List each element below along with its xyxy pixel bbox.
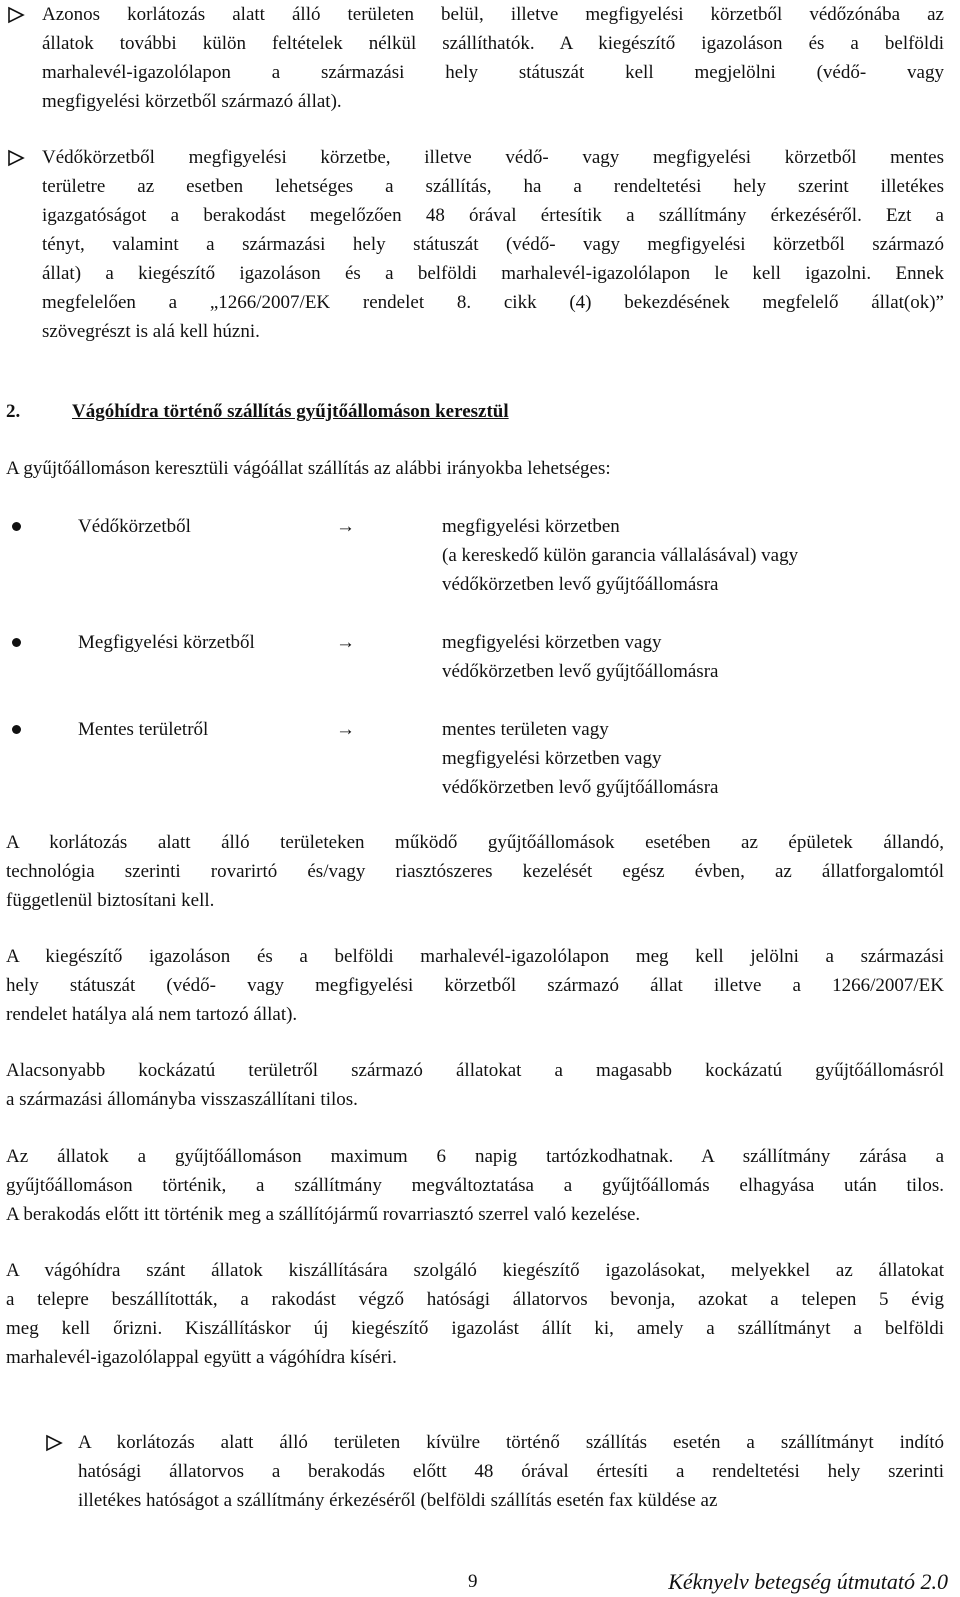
text-line: mentes területen vagy xyxy=(442,719,609,740)
text-line: A vágóhídra szánt állatok kiszállítására szolgáló kiegészítő igazolásokat, melyekkel az állatokat xyxy=(6,1260,944,1281)
section-number: 2. xyxy=(6,401,21,422)
text-line: hely státuszát (védő- vagy megfigyelési körzetből származó állat illetve a 1266/2007/EK xyxy=(6,975,944,996)
text-line: A kiegészítő igazoláson és a belföldi marhalevél-igazolólapon meg kell jelölni a származási xyxy=(6,946,944,967)
text-line: területre az esetben lehetséges a szállítás, ha a rendeltetési hely szerint illetékes xyxy=(42,176,944,197)
right-arrow-icon: → xyxy=(336,516,355,537)
text-line: Az állatok a gyűjtőállomáson maximum 6 napig tartózkodhatnak. A szállítmány zárása a xyxy=(6,1146,944,1167)
text-line: a származási állományba visszaszállítani tilos. xyxy=(6,1089,358,1110)
text-line: A korlátozás alatt álló területen kívülre történő szállítás esetén a szállítmányt indító xyxy=(78,1432,944,1453)
text-line: meg kell őrizni. Kiszállításkor új kiegészítő igazolást állít ki, amely a szállítmányt a belföldi xyxy=(6,1318,944,1339)
text-line: állat) a kiegészítő igazoláson és a belföldi marhalevél-igazolólapon le kell igazolni. Ennek xyxy=(42,263,944,284)
text-line: rendelet hatálya alá nem tartozó állat). xyxy=(6,1004,298,1025)
footer-doc-title: Kéknyelv betegség útmutató 2.0 xyxy=(668,1569,948,1594)
page-number: 9 xyxy=(468,1571,478,1592)
text-line: Azonos korlátozás alatt álló területen belül, illetve megfigyelési körzetből védőzónába az xyxy=(42,4,944,25)
route-to xyxy=(442,715,718,802)
text-line: hatósági állatorvos a berakodás előtt 48 órával értesíti a rendeltetési hely szerinti xyxy=(78,1461,944,1482)
text-line: Védőkörzetből megfigyelési körzetbe, illetve védő- vagy megfigyelési körzetből mentes xyxy=(42,147,944,168)
right-arrow-icon: → xyxy=(336,719,355,740)
intro-paragraph: A gyűjtőállomáson keresztüli vágóállat szállítás az alábbi irányokba lehetséges: xyxy=(6,458,611,479)
text-line: gyűjtőállomáson történik, a szállítmány megváltoztatása a gyűjtőállomás elhagyása után tilos. xyxy=(6,1175,944,1196)
text-line: függetlenül biztosítani kell. xyxy=(6,890,215,911)
route-to xyxy=(442,512,798,599)
text-line: a telepre beszállították, a rakodást végző hatósági állatorvos bevonja, azokat a telepen 5 évig xyxy=(6,1289,944,1310)
text-line: szövegrészt is alá kell húzni. xyxy=(42,321,260,342)
bullet-text xyxy=(78,1428,944,1515)
text-line: állatok további külön feltételek nélkül szállíthatók. A kiegészítő igazoláson és a belföldi xyxy=(42,33,944,54)
text-line: megfigyelési körzetben xyxy=(442,516,620,537)
section-title: Vágóhídra történő szállítás gyűjtőállomáson keresztül xyxy=(72,401,509,422)
text-line: védőkörzetben levő gyűjtőállomásra xyxy=(442,777,719,798)
text-line: védőkörzetben levő gyűjtőállomásra xyxy=(442,661,719,682)
bullet-text xyxy=(42,0,944,116)
text-line: megfigyelési körzetben vagy xyxy=(442,632,662,653)
text-line: védőkörzetben levő gyűjtőállomásra xyxy=(442,574,719,595)
section-heading xyxy=(6,397,509,426)
paragraph xyxy=(6,942,944,1029)
text-line: illetékes hatóságot a szállítmány érkezéséről (belföldi szállítás esetén fax küldése az xyxy=(78,1490,718,1511)
text-line: megfigyelési körzetből származó állat). xyxy=(42,91,342,112)
text-line: marhalevél-igazolólappal együtt a vágóhídra kíséri. xyxy=(6,1347,397,1368)
text-line: A berakodás előtt itt történik meg a szállítójármű rovarriasztó szerrel való kezelése. xyxy=(6,1204,641,1225)
text-line: (a kereskedő külön garancia vállalásával) vagy xyxy=(442,545,799,566)
paragraph xyxy=(6,1142,944,1229)
text-line: Alacsonyabb kockázatú területről származó állatokat a magasabb kockázatú gyűjtőállomásról xyxy=(6,1060,944,1081)
arrowhead-bullet-icon xyxy=(6,143,28,172)
bullet-dot-icon xyxy=(12,522,21,531)
bullet-dot-icon xyxy=(12,725,21,734)
paragraph xyxy=(6,1056,944,1114)
text-line: A korlátozás alatt álló területeken működő gyűjtőállomások esetében az épületek állandó, xyxy=(6,832,944,853)
text-line: technológia szerinti rovarirtó és/vagy riasztószeres kezelését egész évben, az állatforgalomtól xyxy=(6,861,944,882)
text-line: megfelelően a „1266/2007/EK rendelet 8. cikk (4) bekezdésének megfelelő állat(ok)” xyxy=(42,292,944,313)
paragraph xyxy=(6,1256,944,1372)
arrowhead-bullet-icon xyxy=(6,0,28,29)
text-line: tényt, valamint a származási hely státuszát (védő- vagy megfigyelési körzetből származó xyxy=(42,234,944,255)
text-line: megfigyelési körzetben vagy xyxy=(442,748,662,769)
arrowhead-bullet-icon xyxy=(44,1428,66,1457)
bullet-text xyxy=(42,143,944,346)
route-from: Megfigyelési körzetből xyxy=(78,632,255,653)
paragraph xyxy=(6,828,944,915)
route-from: Mentes területről xyxy=(78,719,209,740)
route-to xyxy=(442,628,718,686)
route-from: Védőkörzetből xyxy=(78,516,191,537)
bullet-dot-icon xyxy=(12,638,21,647)
text-line: marhalevél-igazolólapon a származási hely státuszát kell megjelölni (védő- vagy xyxy=(42,62,944,83)
right-arrow-icon: → xyxy=(336,632,355,653)
text-line: igazgatóságot a berakodást megelőzően 48 órával értesítik a szállítmány érkezéséről. Ezt a xyxy=(42,205,944,226)
